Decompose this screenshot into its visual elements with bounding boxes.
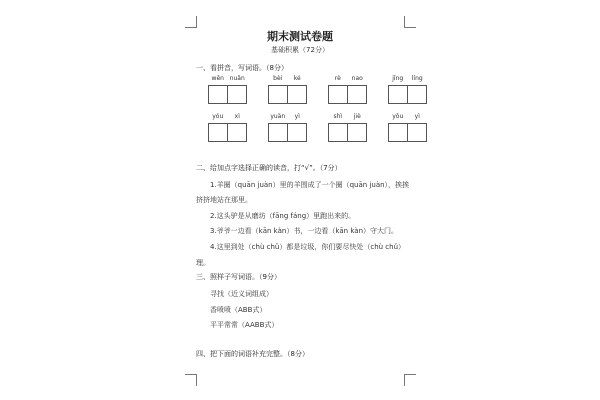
- question-line: 2.这头驴是从磨坊（fāng fáng）里跑出来的。: [210, 212, 356, 220]
- pinyin-word-4: [388, 75, 427, 105]
- writing-box: [208, 85, 247, 104]
- writing-cell: [209, 124, 227, 141]
- pinyin-syllable: jiè: [353, 113, 361, 120]
- section-1-heading: 一、看拼音，写词语。（8分）: [196, 64, 288, 72]
- writing-box: [268, 85, 307, 104]
- pinyin-syllable: wēn: [211, 75, 224, 82]
- pinyin-word-8: [388, 113, 427, 143]
- writing-cell: [347, 124, 366, 141]
- pinyin-label: [388, 113, 427, 122]
- pinyin-syllable: líng: [411, 75, 423, 82]
- pinyin-label: [268, 113, 307, 122]
- pinyin-word-6: [268, 113, 307, 143]
- crop-mark-bottom-left-v: [196, 374, 197, 386]
- example-item: 平平常常（AABB式）: [210, 321, 279, 329]
- writing-cell: [209, 86, 227, 103]
- section-2-heading: 二、给加点字选择正确的读音，打“√”。（7分）: [196, 164, 342, 172]
- pinyin-label: [388, 75, 427, 84]
- crop-mark-bottom-right-v: [404, 374, 405, 386]
- pinyin-syllable: yì: [414, 113, 420, 120]
- writing-box: [388, 123, 427, 142]
- pinyin-syllable: xì: [234, 113, 240, 120]
- writing-box: [328, 123, 367, 142]
- pinyin-syllable: yuàn: [270, 113, 286, 120]
- pinyin-syllable: nao: [351, 75, 363, 82]
- question-line: 3.爷爷一边看（kān kàn）书，一边看（kān kàn）守大门。: [210, 227, 399, 235]
- writing-cell: [269, 124, 287, 141]
- pinyin-word-1: [208, 75, 247, 105]
- pinyin-word-7: [328, 113, 367, 143]
- exam-title: 期末测试卷题: [267, 30, 333, 43]
- question-line: 4.这里到处（chù chǔ）都是垃圾，你们要尽快处（chù chǔ）: [210, 243, 406, 251]
- crop-mark-top-left-v: [196, 16, 197, 28]
- writing-cell: [287, 124, 306, 141]
- writing-box: [268, 123, 307, 142]
- pinyin-syllable: nuǎn: [229, 75, 245, 82]
- pinyin-word-3: [328, 75, 367, 105]
- exam-subtitle: 基础积累（72分）: [271, 46, 329, 54]
- question-line: 1.羊圈（quān juàn）里的羊围成了一个圈（quān juàn），挨挨: [210, 181, 410, 189]
- crop-mark-bottom-left-h: [185, 374, 196, 375]
- pinyin-word-5: [208, 113, 247, 143]
- writing-cell: [329, 86, 347, 103]
- section-4-heading: 四、把下面的词语补充完整。（8分）: [196, 350, 309, 358]
- pinyin-syllable: yóu: [212, 113, 224, 120]
- pinyin-syllable: jīng: [392, 75, 404, 82]
- pinyin-label: [268, 75, 307, 84]
- pinyin-syllable: yǒu: [392, 113, 404, 120]
- writing-cell: [287, 86, 306, 103]
- question-line: 挤挤地站在那里。: [196, 196, 252, 204]
- section-3-heading: 三、照样子写词语。（9分）: [196, 273, 281, 281]
- writing-cell: [389, 124, 407, 141]
- pinyin-syllable: yì: [294, 113, 300, 120]
- writing-box: [208, 123, 247, 142]
- crop-mark-bottom-right-h: [405, 374, 416, 375]
- writing-cell: [227, 86, 246, 103]
- writing-cell: [329, 124, 347, 141]
- pinyin-syllable: bèi: [273, 75, 283, 82]
- writing-cell: [389, 86, 407, 103]
- pinyin-label: [328, 113, 367, 122]
- writing-box: [388, 85, 427, 104]
- pinyin-syllable: shì: [333, 113, 343, 120]
- pinyin-syllable: ké: [293, 75, 301, 82]
- pinyin-label: [208, 113, 247, 122]
- writing-cell: [407, 86, 426, 103]
- question-line: 理。: [196, 259, 210, 267]
- pinyin-label: [328, 75, 367, 84]
- pinyin-word-2: [268, 75, 307, 105]
- writing-box: [328, 85, 367, 104]
- pinyin-label: [208, 75, 247, 84]
- writing-cell: [347, 86, 366, 103]
- writing-cell: [407, 124, 426, 141]
- writing-cell: [269, 86, 287, 103]
- writing-cell: [227, 124, 246, 141]
- example-item: 香喷喷（ABB式）: [210, 306, 267, 314]
- pinyin-syllable: rè: [334, 75, 341, 82]
- example-item: 寻找（近义词组成）: [210, 290, 273, 298]
